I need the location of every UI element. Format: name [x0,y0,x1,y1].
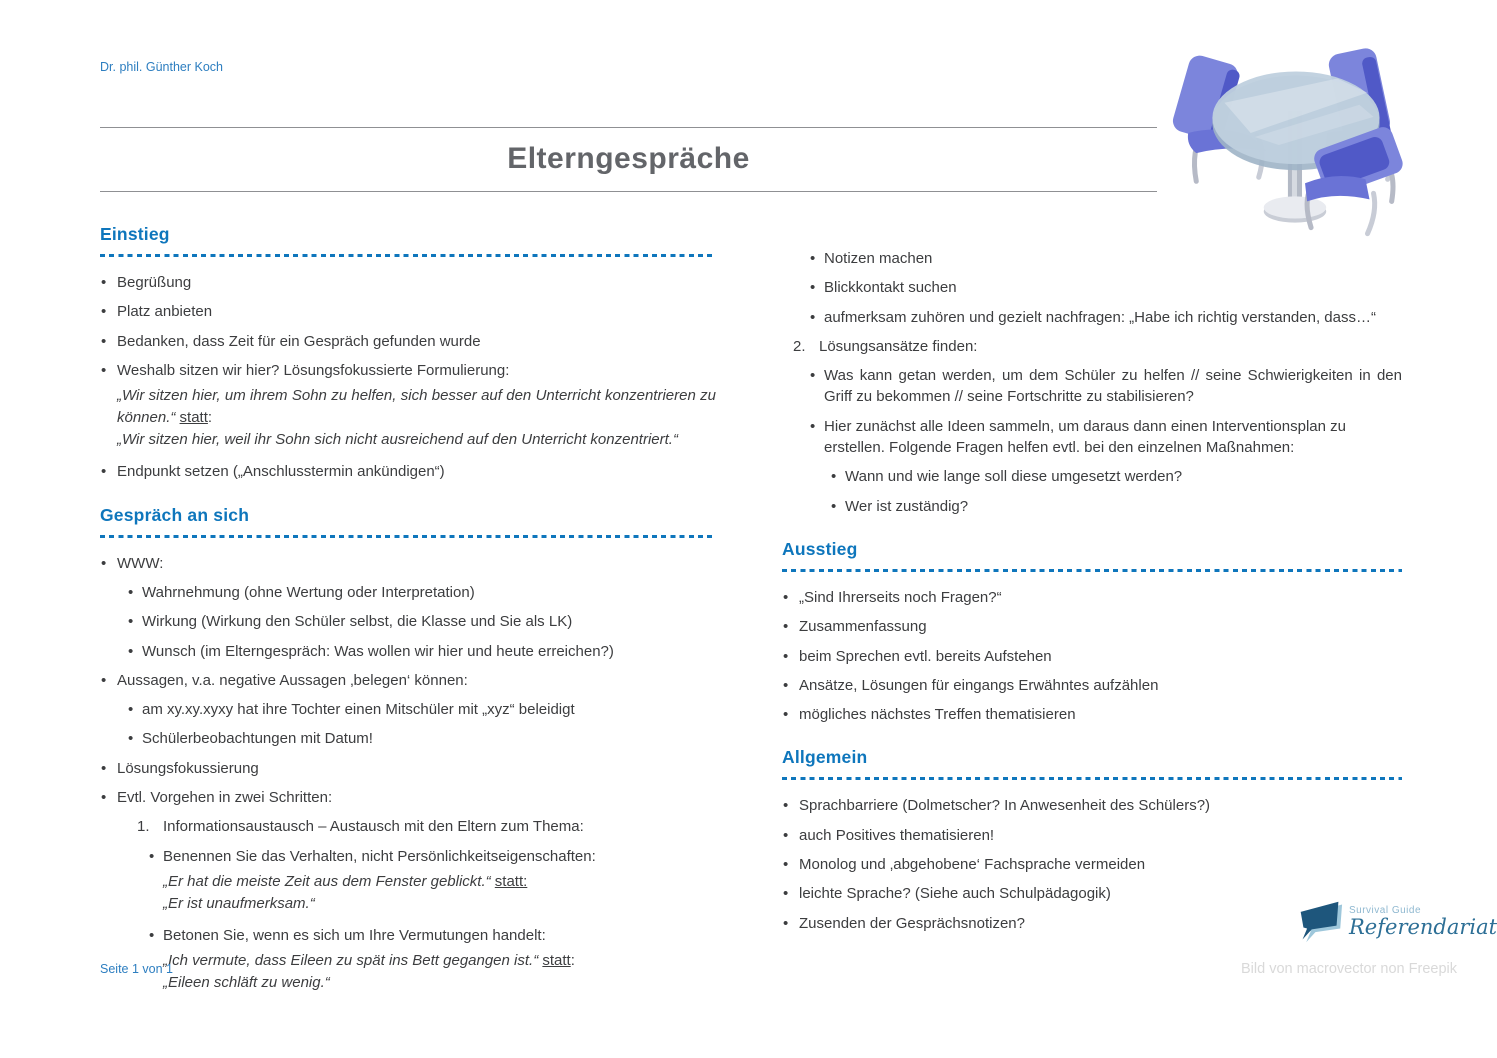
bullet-marker: • [783,588,789,606]
section-heading: Gespräch an sich [100,504,250,525]
example-quote [163,950,716,994]
list-item [782,675,1402,696]
list-item-text: Ansätze, Lösungen für eingangs Erwähntes aufzählen [799,676,1159,694]
list-item-text: Benennen Sie das Verhalten, nicht Persönlichkeitseigenschaften: [163,847,596,865]
bullet-marker: • [810,417,816,435]
list-item [809,365,1402,408]
bullet-marker: • [128,730,134,748]
list-item [100,360,716,381]
list-item-text: Zusammenfassung [799,618,927,636]
list-item-text: Wahrnehmung (ohne Wertung oder Interpretation) [142,583,475,601]
bullet-marker: • [783,706,789,724]
list-item-text: Lösungsansätze finden: [819,337,978,355]
list-item-text: Hier zunächst alle Ideen sammeln, um daraus dann einen Interventionsplan zu erstellen. Folgende Fragen helfen evtl. bei den einzelnen Maßnahmen: [824,417,1346,457]
list-item-text: Schülerbeobachtungen mit Datum! [142,730,373,748]
list-item [782,854,1402,875]
section-divider-dashed [100,254,716,257]
bullet-marker: • [783,914,789,932]
quote-line: „Er hat die meiste Zeit aus dem Fenster geblickt.“ statt: [163,872,528,890]
list-item-text: Weshalb sitzen wir hier? Lösungsfokussierte Formulierung: [117,361,510,379]
quote-line: „Eileen schläft zu wenig.“ [163,974,330,992]
list-item [782,795,1402,816]
list-item [782,616,1402,637]
bullet-marker: • [101,361,107,379]
bullet-marker: • [101,789,107,806]
list-item [782,587,1402,608]
list-item-text: Begrüßung [117,274,192,291]
list-item-text: auch Positives thematisieren! [799,826,995,844]
list-item-text: Informationsaustausch – Austausch mit den Eltern zum Thema: [163,818,584,836]
bullet-marker: • [831,497,837,515]
list-item [792,336,1402,357]
bullet-marker: • [810,250,816,267]
bullet-marker: • [101,671,107,689]
list-item [782,646,1402,667]
number-marker: 2. [793,337,806,355]
bullet-marker: • [810,367,816,385]
list-item-text: Bedanken, dass Zeit für ein Gespräch gefunden wurde [117,332,481,350]
list-item-text: Evtl. Vorgehen in zwei Schritten: [117,789,333,806]
image-attribution: Bild von macrovector non Freepik [1241,961,1457,977]
referendariat-logo [1297,896,1497,948]
number-marker: 1. [137,818,150,836]
list-item [100,461,716,482]
list-item [100,301,716,322]
list-item [100,787,716,808]
quote-line: „Ich vermute, dass Eileen zu spät ins Bett gegangen ist.“ statt: [163,952,575,970]
logo-line1: Survival Guide [1349,904,1422,916]
list-item [148,846,716,867]
list-item [782,825,1402,846]
list-item-text: Lösungsfokussierung [117,759,259,777]
quote-line: „Er ist unaufmerksam.“ [163,894,315,912]
bullet-marker: • [128,642,134,660]
list-item-text: Platz anbieten [117,303,213,321]
list-item [100,553,716,574]
list-item-text: Sprachbarriere (Dolmetscher? In Anwesenheit des Schülers?) [799,797,1211,815]
list-item [127,728,716,749]
column-left [100,224,716,1004]
list-item-text: Wer ist zuständig? [845,497,969,515]
list-item [100,272,716,293]
bullet-marker: • [101,463,107,481]
bullet-marker: • [101,554,107,572]
section-divider-dashed [782,777,1402,780]
logo-line2: Referendariat [1349,915,1497,940]
list-item [100,670,716,691]
bullet-marker: • [128,613,134,631]
list-item-text: „Sind Ihrerseits noch Fragen?“ [799,588,1002,606]
section-divider-dashed [782,569,1402,572]
section-heading: Allgemein [782,747,868,768]
list-item [100,331,716,352]
list-item-text: Aussagen, v.a. negative Aussagen ‚belegen‘ können: [117,671,468,689]
list-item [127,699,716,720]
bullet-marker: • [783,856,789,874]
bullet-marker: • [149,926,155,944]
author-name: Dr. phil. Günther Koch [100,60,223,74]
list-item-text: Zusenden der Gesprächsnotizen? [799,914,1025,932]
list-item-text: Was kann getan werden, um dem Schüler zu helfen // seine Schwierigkeiten in den Griff zu bekommen // seine Fortschritte zu stabilisieren? [824,367,1402,406]
list-item [830,466,1402,487]
column-right [782,240,1402,942]
list-item [782,704,1402,725]
list-item [100,758,716,779]
list-item-text: leichte Sprache? (Siehe auch Schulpädagogik) [799,885,1111,903]
example-quote [163,871,716,915]
list-item [136,816,716,837]
list-item-text: Blickkontakt suchen [824,279,957,297]
page-number: Seite 1 von 1 [100,962,173,976]
bullet-marker: • [783,885,789,903]
list-item-text: Monolog und ‚abgehobene‘ Fachsprache vermeiden [799,856,1146,874]
section-heading: Ausstieg [782,538,858,559]
list-item [809,307,1402,328]
speech-bubble-icon [1297,898,1343,946]
quote-line: „Wir sitzen hier, weil ihr Sohn sich nicht ausreichend auf den Unterricht konzentriert.“ [117,431,678,449]
bullet-marker: • [783,647,789,665]
bullet-marker: • [783,826,789,844]
list-item-text: WWW: [117,554,164,572]
title-rule-top [100,127,1157,128]
title-block [100,127,1157,192]
section-heading: Einstieg [100,224,170,244]
bullet-marker: • [810,308,816,326]
list-item [809,248,1402,269]
list-item-text: aufmerksam zuhören und gezielt nachfragen: „Habe ich richtig verstanden, dass…“ [824,308,1376,326]
bullet-marker: • [128,583,134,601]
bullet-marker: • [101,303,107,321]
bullet-marker: • [101,759,107,777]
bullet-marker: • [831,468,837,486]
list-item [127,641,716,662]
list-item-text: Betonen Sie, wenn es sich um Ihre Vermutungen handelt: [163,926,546,944]
bullet-marker: • [783,676,789,694]
list-item [809,277,1402,298]
example-quote [117,385,716,451]
list-item-text: Wirkung (Wirkung den Schüler selbst, die Klasse und Sie als LK) [142,613,573,631]
bullet-marker: • [810,279,816,297]
list-item [127,582,716,603]
list-item-text: mögliches nächstes Treffen thematisieren [799,706,1076,724]
quote-line: „Wir sitzen hier, um ihrem Sohn zu helfen, sich besser auf den Unterricht konzentrieren zu können.“ statt: [117,387,716,427]
table-and-chairs-illustration [1158,40,1440,242]
list-item-text: beim Sprechen evtl. bereits Aufstehen [799,647,1052,665]
bullet-marker: • [101,332,107,350]
list-item-text: Endpunkt setzen („Anschlusstermin ankündigen“) [117,463,445,481]
bullet-marker: • [101,274,107,291]
list-item-text: Wann und wie lange soll diese umgesetzt werden? [845,468,1183,486]
bullet-marker: • [783,797,789,815]
list-item-text: am xy.xy.xyxy hat ihre Tochter einen Mitschüler mit „xyz“ beleidigt [142,701,575,719]
bullet-marker: • [783,618,789,636]
list-item [809,416,1402,459]
list-item-text: Notizen machen [824,250,933,267]
list-item [830,496,1402,517]
bullet-marker: • [149,847,155,865]
bullet-marker: • [128,701,134,719]
list-item [127,611,716,632]
title-rule-bottom [100,191,1157,192]
page-title: Elterngespräche [507,142,750,175]
list-item-text: Wunsch (im Elterngespräch: Was wollen wir hier und heute erreichen?) [142,642,614,660]
section-divider-dashed [100,535,716,538]
list-item [148,925,716,946]
